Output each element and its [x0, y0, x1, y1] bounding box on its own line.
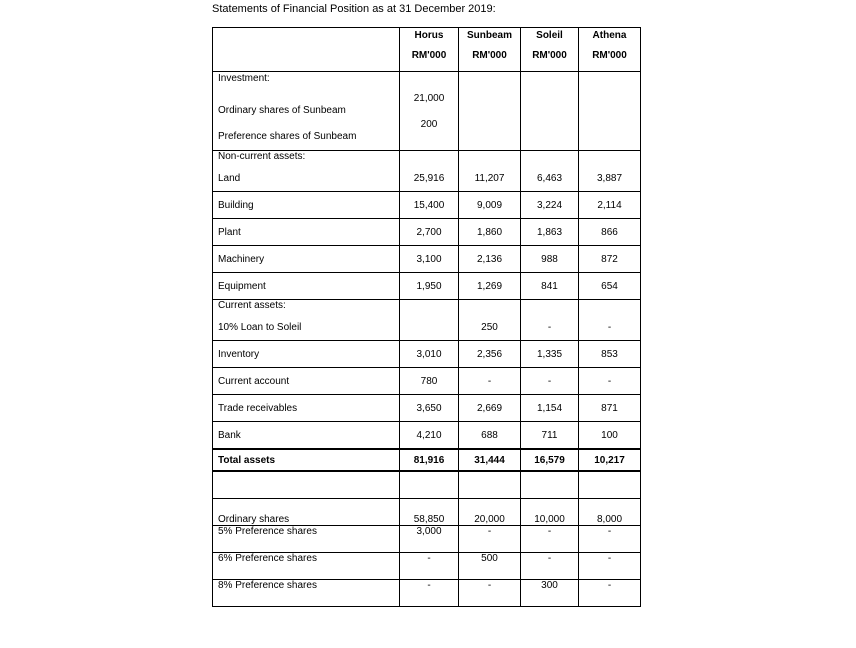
row-label: Ordinary shares	[213, 499, 400, 526]
investment-value-horus: 21,000	[413, 93, 445, 104]
row-label: Land	[213, 165, 400, 192]
column-header-sunbeam: Sunbeam RM'000	[459, 28, 521, 72]
table-row: Bank 4,210 688 711 100	[213, 422, 641, 450]
row-label: Plant	[213, 219, 400, 246]
row-label: 5% Preference shares	[213, 526, 400, 553]
table-row: Plant 2,700 1,860 1,863 866	[213, 219, 641, 246]
row-label: Current account	[213, 368, 400, 395]
table-row: Current account 780 - - -	[213, 368, 641, 395]
table-row: Building 15,400 9,009 3,224 2,114	[213, 192, 641, 219]
row-label: Equipment	[213, 273, 400, 300]
table-row: Land 25,916 11,207 6,463 3,887	[213, 165, 641, 192]
total-assets-row: Total assets 81,916 31,444 16,579 10,217	[213, 449, 641, 471]
investment-value-horus: 200	[420, 119, 438, 130]
table-row: Equipment 1,950 1,269 841 654	[213, 273, 641, 300]
row-label: 8% Preference shares	[213, 580, 400, 607]
section-title: Non-current assets:	[218, 151, 306, 162]
row-label: Inventory	[213, 341, 400, 368]
row-label: 10% Loan to Soleil	[213, 314, 400, 341]
header-row	[213, 28, 641, 72]
investment-section	[213, 72, 641, 99]
table-row: Inventory 3,010 2,356 1,335 853	[213, 341, 641, 368]
row-label: 6% Preference shares	[213, 553, 400, 580]
table-row: Ordinary shares 58,850 20,000 10,000 8,000	[213, 499, 641, 526]
table-row: Trade receivables 3,650 2,669 1,154 871	[213, 395, 641, 422]
section-title: Current assets:	[218, 300, 286, 311]
table-row: 10% Loan to Soleil 250 - -	[213, 314, 641, 341]
table-row: Machinery 3,100 2,136 988 872	[213, 246, 641, 273]
row-label: Building	[213, 192, 400, 219]
financial-position-table	[212, 27, 641, 607]
column-header-soleil: Soleil RM'000	[521, 28, 579, 72]
row-label: Bank	[213, 422, 400, 450]
section-title: Investment:	[213, 72, 400, 99]
header-blank-cell	[213, 28, 400, 72]
spacer-row	[213, 471, 641, 499]
row-label: Total assets	[213, 449, 400, 471]
non-current-section	[213, 151, 641, 166]
row-label: Machinery	[213, 246, 400, 273]
table-row: 8% Preference shares - - 300 -	[213, 580, 641, 607]
table-row: 5% Preference shares 3,000 - - -	[213, 526, 641, 553]
document-caption: Statements of Financial Position as at 31 December 2019:	[212, 3, 496, 15]
column-header-athena: Athena RM'000	[579, 28, 641, 72]
column-header-horus: Horus RM'000	[400, 28, 459, 72]
current-section	[213, 300, 641, 315]
row-label: Ordinary shares of Sunbeam	[218, 105, 346, 116]
row-label: Preference shares of Sunbeam	[218, 131, 357, 142]
table-row: 6% Preference shares - 500 - -	[213, 553, 641, 580]
row-label: Trade receivables	[213, 395, 400, 422]
